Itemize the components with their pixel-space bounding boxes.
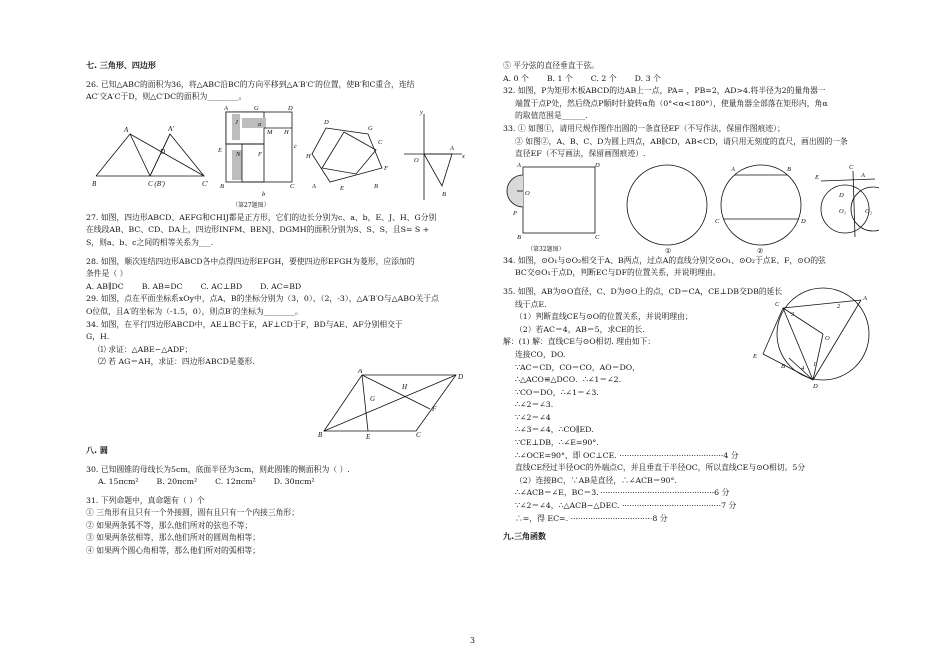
fig33-label1: ①	[665, 246, 672, 255]
q32-line1: 32. 如图，P为矩形木板ABCD的边AB上一点，PA= ，PB=2，AD>4.将半径为2的量角器一	[503, 86, 826, 96]
svg-text:E: E	[366, 432, 371, 439]
solution-line: （2）连接BC，∵AB是直径，∴∠ACB＝90°.	[515, 475, 677, 485]
svg-text:A: A	[863, 294, 867, 302]
svg-text:b: b	[262, 190, 266, 198]
svg-text:A: A	[861, 171, 865, 179]
svg-text:D: D	[839, 191, 844, 199]
svg-text:A: A	[124, 125, 129, 134]
solution-line: ∵AC＝CD，CO＝CO，AO＝DO，	[515, 362, 640, 372]
q28-option-c: C. AC⊥BD	[200, 281, 243, 291]
svg-text:E: E	[218, 146, 222, 154]
section-7-title: 七. 三角形、四边形	[86, 61, 156, 70]
svg-text:A: A	[224, 104, 228, 112]
svg-text:C: C	[775, 300, 780, 308]
q34b-line1: 34. 如图，⊙O₁与⊙O₂相交于A、B两点，过点A的直线分别交⊙O₁、⊙O₂于点E、F，⊙O的弦	[503, 255, 826, 265]
q31-item1: ① 三角形有且只有一个外接圆，圆有且只有一个内接三角形；	[86, 508, 299, 518]
figures-26-27	[86, 104, 474, 212]
solution-line: 连接CO，DO.	[515, 349, 566, 359]
svg-text:B: B	[220, 182, 224, 190]
svg-text:H: H	[402, 382, 408, 391]
q28-line2: 条件是（ ）	[86, 269, 128, 279]
solution-line: ∵∠2＝∠4，∴△ACB∽△DEC. ········································7 分	[515, 501, 737, 511]
svg-text:c: c	[294, 142, 297, 150]
q33-line3: 直径EF（不写画法，保留画图痕迹）.	[515, 149, 646, 159]
svg-text:B: B	[781, 362, 785, 370]
svg-text:N: N	[236, 150, 241, 158]
q30-option-d: D. 30πcm²	[273, 477, 315, 487]
svg-text:B: B	[517, 233, 521, 241]
q28-option-a: A. AB∥DC	[86, 281, 124, 291]
fig33-label2: ②	[757, 246, 764, 255]
svg-text:O₂: O₂	[865, 207, 872, 215]
solution-line: ∴∠OCE=90°，即 OC⊥CE. ··········································4 分	[515, 450, 739, 460]
svg-text:B: B	[787, 165, 791, 173]
q30-option-a: A. 15πcm²	[98, 477, 139, 487]
svg-text:3: 3	[791, 310, 795, 318]
svg-text:F: F	[432, 404, 437, 413]
section-9-title: 九.三角函数	[503, 532, 547, 542]
fig27-caption: （第27题图）	[232, 201, 270, 209]
svg-text:C: C	[849, 163, 854, 171]
q26-line1: 26. 已知△ABC的面积为36，将△ABC沿BC的方向平移到△A′B′C′的位置，使B′和C重合，连结	[86, 79, 415, 89]
svg-text:O: O	[825, 334, 830, 342]
svg-text:C′: C′	[202, 179, 209, 188]
right-column	[503, 60, 879, 544]
q30-options	[86, 476, 474, 489]
svg-text:P: P	[513, 209, 517, 217]
svg-text:A: A	[312, 182, 316, 190]
q28-options	[86, 281, 474, 294]
q34a-sub2: ⑵ 若 AG＝AH，求证：四边形ABCD是菱形.	[98, 357, 255, 367]
section-8-title: 八. 圆	[86, 445, 108, 455]
svg-text:C: C	[378, 138, 383, 146]
svg-text:O: O	[525, 189, 530, 197]
solution-line: ∴△ACO≌△DCO．∴∠1＝∠2.	[515, 375, 622, 385]
svg-text:G: G	[370, 394, 376, 403]
q31-item5: ⑤ 平分弦的直径垂直于弦。	[503, 61, 600, 70]
q34b-line2: BC交⊙O₁于点D，判断EC与DF的位置关系，并说明理由。	[515, 268, 721, 278]
q30-line1: 30. 已知圆锥的母线长为5cm，底面半径为3cm，则此圆锥的侧面积为（ ）.	[86, 464, 350, 474]
svg-text:C: C	[595, 233, 600, 241]
svg-text:G: G	[254, 104, 259, 112]
solution-line: 直线CE经过半径OC的外端点C，并且垂直于半径OC，所以直线CE与⊙O相切。5分	[515, 463, 806, 473]
q31-option-b: B. 1 个	[546, 73, 573, 83]
q30-option-c: C. 12πcm²	[215, 477, 256, 487]
svg-text:1: 1	[813, 360, 817, 368]
solution-line: ∴=，得 EC=. ·································8 分	[515, 513, 668, 523]
svg-text:A: A	[450, 144, 454, 152]
svg-text:G: G	[368, 124, 373, 132]
svg-text:E: E	[815, 173, 819, 181]
page-number: 3	[470, 636, 476, 645]
svg-text:x: x	[462, 152, 465, 160]
svg-text:O₁: O₁	[839, 207, 846, 215]
q31-options	[503, 73, 879, 86]
svg-text:A′: A′	[168, 124, 174, 133]
svg-text:C: C	[715, 217, 720, 225]
svg-text:F: F	[258, 150, 262, 158]
svg-text:B: B	[92, 179, 97, 188]
q27-line2: 在线段AB、BC、CD、DA上，四边形INFM、BENJ、DGMH的面积分别为S、S、S，且S= S +	[86, 225, 430, 235]
q26-line2: AC′交A′C于D，则△C′DC的面积为________。	[86, 92, 247, 102]
figures-32-33-34	[503, 161, 879, 255]
q35-block	[503, 286, 879, 525]
svg-text:A: A	[731, 165, 735, 173]
q32-line2: 端置于点P处，然后绕点P顺时针旋转α角（0°<α<180°），使量角器全部落在矩形内，角α	[515, 98, 828, 108]
svg-text:A: A	[517, 161, 521, 169]
svg-text:2: 2	[837, 302, 841, 310]
svg-text:O: O	[414, 156, 419, 164]
svg-text:E: E	[340, 184, 344, 192]
q31-line1: 31. 下列命题中，真命题有（ ）个	[86, 495, 205, 505]
svg-text:D: D	[324, 118, 329, 126]
svg-text:E: E	[753, 352, 757, 360]
solution-line: ∵∠2＝∠4	[515, 412, 551, 422]
q34a-sub1: ⑴ 求证：△ABE∽△ADF；	[98, 344, 193, 354]
q31-item3: ③ 如果两条弦相等，那么他们所对的圆周角相等；	[86, 533, 261, 543]
svg-text:D: D	[801, 217, 806, 225]
q28-line1: 28. 如图，顺次连结四边形ABCD各中点得四边形EFGH，要使四边形EFGH为菱形，应添加的	[86, 256, 415, 266]
svg-text:D: D	[595, 161, 600, 169]
q34a-line2: G，H.	[86, 332, 110, 342]
q35-figure	[753, 282, 879, 390]
svg-text:C: C	[416, 430, 421, 439]
svg-text:C: C	[290, 182, 295, 190]
svg-text:B: B	[374, 182, 378, 190]
svg-text:J: J	[235, 118, 238, 126]
q31-item2: ② 如果两条弧不等，那么他们所对的弦也不等；	[86, 520, 253, 530]
q29-line1: 29. 如图，点在平面坐标系xOy中，点A，B的坐标分别为（3，0）、（2，-3），△A′B′O与△ABO关于点	[86, 294, 439, 304]
q31-option-c: C. 2 个	[590, 73, 617, 83]
svg-text:H: H	[306, 152, 311, 160]
svg-text:B: B	[442, 190, 446, 198]
svg-text:C (B′): C (B′)	[148, 179, 165, 188]
q28-option-b: B. AB=DC	[141, 281, 183, 291]
q28-option-d: D. AC=BD	[260, 281, 302, 291]
q27-line1: 27. 如图，四边形ABCD、AEFG和CHIJ都是正方形，它们的边长分别为c、a、b，E、J、H、G分别	[86, 212, 437, 222]
svg-text:F: F	[384, 164, 388, 172]
q31-option-a: A. 0 个	[503, 73, 529, 83]
svg-text:y: y	[420, 108, 423, 116]
svg-text:a: a	[258, 120, 262, 128]
q31-item4: ④ 如果两个圆心角相等，那么他们所对的弧相等；	[86, 546, 261, 556]
svg-text:4: 4	[801, 364, 805, 372]
solution-line: 解：(1) 解：直线CE与⊙O相切. 理由如下：	[503, 337, 656, 347]
q34a-line1: 34. 如图，在平行四边形ABCD中，AE⊥BC于E，AF⊥CD于F，BD与AE、AF分别相交于	[86, 319, 403, 329]
parallelogram-figure	[86, 369, 474, 439]
q35-sub1: （1）判断直线CE与⊙O的位置关系，并说明理由；	[515, 312, 693, 322]
svg-text:H: H	[284, 128, 289, 136]
q35-line1: 35. 如图，AB为⊙O直径，C、D为⊙O上的点，CD＝CA，CE⊥DB交DB的延长	[503, 286, 783, 296]
q27-line3: S，则a、b、c之间的相等关系为___.	[86, 237, 214, 247]
svg-text:D: D	[160, 147, 166, 156]
svg-text:M: M	[267, 128, 273, 136]
q30-option-b: B. 20πcm²	[156, 477, 198, 487]
svg-text:D: D	[813, 382, 818, 390]
q32-line3: 的取值范围是______.	[515, 111, 588, 121]
q31-option-d: D. 3 个	[634, 73, 661, 83]
fig32-caption: （第32题图）	[527, 245, 565, 253]
svg-text:B: B	[318, 430, 323, 439]
svg-text:D: D	[288, 104, 293, 112]
solution-line: ∵CE⊥DB，∴∠E=90°.	[515, 438, 599, 448]
solution-line: ∴∠ACB＝∠E，BC＝3．··············································6 分	[515, 488, 730, 498]
svg-text:A: A	[358, 368, 363, 375]
left-column	[86, 60, 474, 558]
solution-line: ∴∠2＝∠3.	[515, 400, 554, 410]
q33-line1: 33. ① 如图①，请用尺规作图作出圆的一条直径EF（不写作法，保留作图痕迹）；	[503, 123, 785, 133]
q35-sub2: （2）若AC＝4，AB＝5，求CE的长.	[515, 324, 645, 334]
solution-line: ∴∠3＝∠4，∴CO∥ED.	[515, 425, 594, 435]
q29-line2: O位似，且A′的坐标为（-1.5，0），则点B′的坐标为________。	[86, 306, 303, 316]
q35-line2: 线于点E.	[515, 299, 547, 309]
solution-line: ∵CO＝DO，∴∠1＝∠3.	[515, 387, 599, 397]
svg-text:D: D	[458, 372, 464, 381]
q33-line2: ② 如图②，A、B、C、D为圆上四点，AB∥CD，AB<CD，请只用无刻度的直尺，画出圆的一条	[515, 136, 848, 146]
